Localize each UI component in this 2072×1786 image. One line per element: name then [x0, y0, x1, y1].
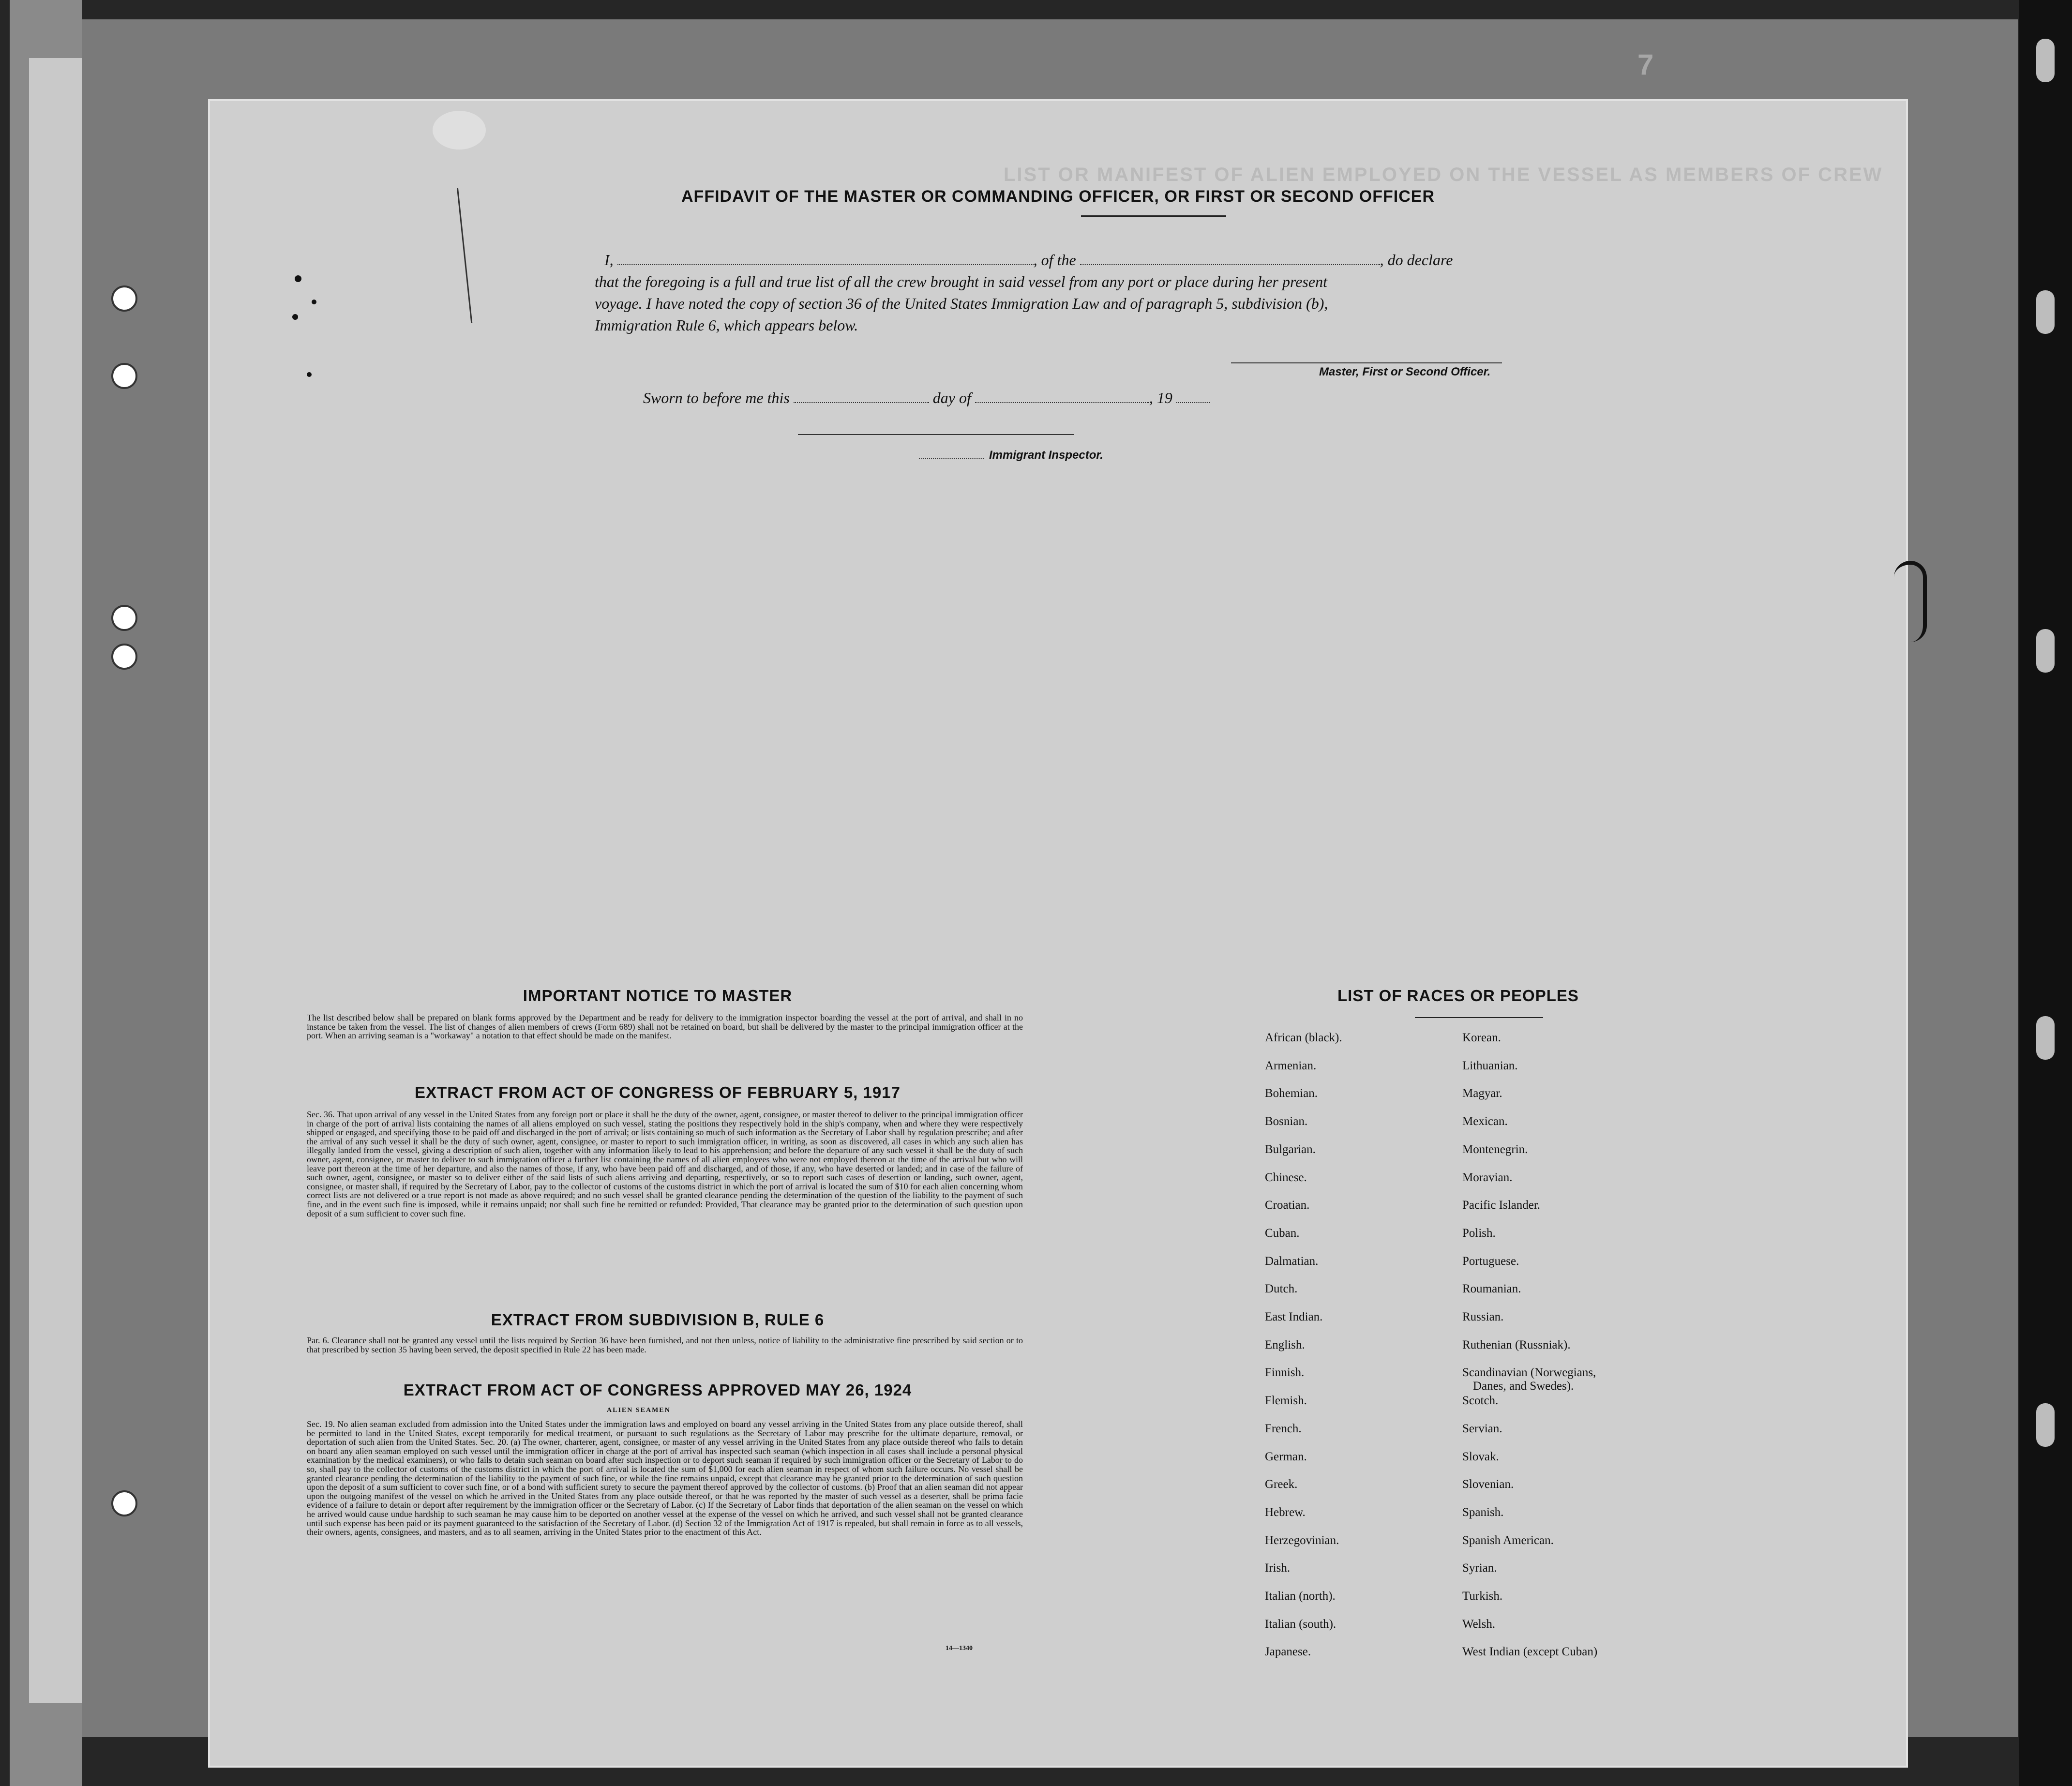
race-item: Polish. — [1462, 1226, 1496, 1240]
race-item: Armenian. — [1265, 1059, 1317, 1072]
race-item: Slovak. — [1462, 1450, 1499, 1463]
show-through-text: LIST OR MANIFEST OF ALIEN EMPLOYED ON THE VESSEL AS MEMBERS OF CREW — [1004, 164, 1883, 185]
race-item: Servian. — [1462, 1422, 1502, 1435]
paper-stain — [433, 111, 486, 150]
show-through-corner: 7 — [1637, 48, 1654, 81]
title-underline — [1081, 215, 1226, 217]
race-item: Irish. — [1265, 1561, 1291, 1575]
race-item: Roumanian. — [1462, 1282, 1521, 1296]
extract-1917-title: EXTRACT FROM ACT OF CONGRESS OF FEBRUARY 5, 1917 — [415, 1083, 901, 1101]
race-item: Spanish American. — [1462, 1533, 1554, 1547]
ink-blot — [292, 314, 298, 320]
race-item: Welsh. — [1462, 1617, 1496, 1631]
affidavit-line-3: voyage. I have noted the copy of section 36 of the United States Immigration Law and of paragraph 5, subdivision (b), — [595, 295, 1328, 312]
race-item: Lithuanian. — [1462, 1059, 1518, 1072]
race-item: Italian (north). — [1265, 1590, 1336, 1603]
race-item: Bohemian. — [1265, 1087, 1318, 1100]
punch-hole — [111, 605, 137, 631]
race-item: Herzegovinian. — [1265, 1533, 1339, 1547]
notice-body: The list described below shall be prepared on blank forms approved by the Department and be ready for delivery to the immigration inspector boarding the vessel at the port of arrival, and shall in no instance be taken from the vessel. The list of changes of alien members of crews (Form 689) shall not be retained on board, but shall be delivered by the master to the principal immigration officer at the port. When an arriving seaman is a "workaway" a notation to that effect should be made on the manifest. — [307, 1013, 1023, 1041]
inspector-dash — [919, 458, 984, 459]
affidavit-i: I, — [604, 251, 614, 269]
punch-hole — [111, 1490, 137, 1516]
adjacent-page-edge — [29, 58, 90, 1703]
race-item: Portuguese. — [1462, 1254, 1519, 1268]
race-item: Finnish. — [1265, 1366, 1305, 1380]
inspector-label: Immigrant Inspector. — [989, 449, 1104, 462]
races-title: LIST OF RACES OR PEOPLES — [1337, 987, 1579, 1005]
race-item: Hebrew. — [1265, 1505, 1306, 1519]
race-item: Magyar. — [1462, 1087, 1502, 1100]
race-item: Dutch. — [1265, 1282, 1298, 1296]
extract-1924-title: EXTRACT FROM ACT OF CONGRESS APPROVED MAY 26, 1924 — [403, 1381, 912, 1399]
race-item: Montenegrin. — [1462, 1142, 1528, 1156]
day-of-text: day of — [932, 389, 971, 406]
name-blank[interactable] — [617, 260, 1034, 265]
race-item: English. — [1265, 1338, 1305, 1351]
race-item: Croatian. — [1265, 1199, 1310, 1212]
year-text: , 19 — [1149, 389, 1172, 406]
race-item: African (black). — [1265, 1031, 1342, 1044]
race-item: Mexican. — [1462, 1115, 1508, 1128]
vessel-blank[interactable] — [1080, 260, 1380, 265]
extract-1917-body: Sec. 36. That upon arrival of any vessel in the United States from any foreign port or place it shall be the duty of the owner, agent, consignee, or master thereof to deliver to the principal immigration officer in charge of the port of arrival lists containing the names of all aliens employed on such vessel, stating the positions they respectively hold in the ship's company, when and where they were respectively shipped or engaged, and specifying those to be paid off and discharged in the port of arrival; or lists containing so much of such information as the Secretary of Labor shall by regulation prescribe; and after the arrival of any such vessel it shall be the duty of such owner, agent, consignee, or master to report to such immigration officer, in writing, as soon as discovered, all cases in which any such alien has illegally landed from the vessel, giving a description of such alien, together with any information likely to lead to his apprehension; and before the departure of any such vessel it shall be the duty of such owner, agent, consignee, or master to deliver to such immigration officer a further list containing the names of all alien employees who were not employed thereon at the time of the arrival but who will leave port thereon at the time of her departure, and also the names of those, if any, who have been paid off and discharged, and of those, if any, who have deserted or landed; and in case of the failure of such owner, agent, consignee, or master so to deliver either of the said lists of such aliens arriving and departing, respectively, or so to report such cases of desertion or landing, such owner, agent, consignee, or master shall, if required by the Secretary of Labor, pay to the collector of customs of the customs district in which the port of arrival is located the sum of $10 for each alien concerning whom correct lists are not delivered or a true report is not made as above required; and no such vessel shall be granted clearance pending the determination of the question of the liability to the payment of such fine, and in the event such fine is imposed, while it remains unpaid; nor shall such fine be remitted or refunded: Provided, That clearance may be granted prior to the determination of such question upon deposit of a sum sufficient to cover such fine. — [307, 1110, 1023, 1218]
month-blank[interactable] — [975, 398, 1149, 403]
race-item: Russian. — [1462, 1310, 1504, 1323]
affidavit-title: AFFIDAVIT OF THE MASTER OR COMMANDING OFFICER, OR FIRST OR SECOND OFFICER — [681, 187, 1435, 206]
race-item: French. — [1265, 1422, 1302, 1435]
punch-hole — [111, 644, 137, 670]
race-item: Japanese. — [1265, 1645, 1311, 1659]
race-item: German. — [1265, 1450, 1307, 1463]
extract-1924-body: Sec. 19. No alien seaman excluded from admission into the United States under the immigration laws and employed on board any vessel arriving in the United States from any place outside thereof, shall be permitted to land in the United States, except temporarily for medical treatment, or pursuant to such regulations as the Secretary of Labor may prescribe for the ultimate departure, removal, or deportation of such alien from the United States. Sec. 20. (a) The owner, charterer, agent, consignee, or master of any vessel arriving in the United States from any place outside thereof who fails to detain on board any alien seaman employed on such vessel until the immigration officer in charge at the port of arrival has inspected such seaman (which inspection in all cases shall include a personal physical examination by the medical examiners), or who fails to detain such seaman on board after such inspection or to deport such seaman if required by such immigration officer or the Secretary of Labor to do so, shall pay to the collector of customs of the customs district in which the port of arrival is located the sum of $1,000 for each alien seaman in respect of whom such failure occurs. No vessel shall be granted clearance pending the determination of the liability to the payment of such fine, or while the fine remains unpaid, except that clearance may be granted prior to the determination of such question upon the deposit of a sum sufficient to cover such fine, or of a bond with sufficient surety to secure the payment thereof approved by the collector of customs. (b) Proof that an alien seaman did not appear upon the outgoing manifest of the vessel on which he arrived in the United States from any place outside thereof, or that he was reported by the master of such vessel as a deserter, shall be prima facie evidence of a failure to detain or deport after requirement by the immigration officer or the Secretary of Labor. (c) If the Secretary of Labor finds that deportation of the alien seaman on the vessel on which he arrived would cause undue hardship to such seaman he may cause him to be deported on another vessel at the expense of the vessel on which he arrived, and such vessel shall not be granted clearance until such expense has been paid or its payment guaranteed to the satisfaction of the Secretary of Labor. (d) Section 32 of the Immigration Act of 1917 is repealed, but shall remain in force as to all vessels, their owners, agents, consignees, and masters, and as to all seamen, arriving in the United States prior to the enactment of this Act. — [307, 1419, 1023, 1537]
race-item: Ruthenian (Russniak). — [1462, 1338, 1571, 1351]
manifest-sheet — [208, 48, 1908, 1768]
ink-blot — [312, 300, 316, 304]
ink-blot — [295, 275, 301, 282]
year-blank[interactable] — [1176, 398, 1210, 403]
race-item: Syrian. — [1462, 1561, 1497, 1575]
binder-edge-right — [2019, 0, 2072, 1786]
race-item: Chinese. — [1265, 1171, 1307, 1184]
punch-hole — [111, 285, 137, 312]
race-item: Dalmatian. — [1265, 1254, 1319, 1268]
sworn-line — [643, 389, 1210, 407]
paper-crease — [457, 188, 472, 323]
race-item: Scandinavian (Norwegians, — [1462, 1366, 1596, 1380]
race-item: Flemish. — [1265, 1394, 1307, 1408]
extract-rule6-body: Par. 6. Clearance shall not be granted any vessel until the lists required by Section 36 have been furnished, and not then unless, notice of liability to the administrative fine prescribed by said section or to that prescribed by section 35 having been served, the deposit specified in Rule 22 has been made. — [307, 1336, 1023, 1354]
race-item: Greek. — [1265, 1478, 1298, 1491]
affidavit-line-2: that the foregoing is a full and true list of all the crew brought in said vessel from any port or place during her present — [595, 273, 1327, 290]
inspector-signature-line[interactable] — [798, 434, 1074, 435]
race-item: West Indian (except Cuban) — [1462, 1645, 1598, 1659]
race-item: Moravian. — [1462, 1171, 1513, 1184]
race-item: Korean. — [1462, 1031, 1501, 1044]
race-item: Bulgarian. — [1265, 1142, 1316, 1156]
races-underline — [1415, 1017, 1543, 1018]
race-item: Bosnian. — [1265, 1115, 1308, 1128]
affidavit-line-4: Immigration Rule 6, which appears below. — [595, 316, 858, 334]
handwritten-mark — [1894, 561, 1927, 642]
ink-blot — [307, 372, 312, 377]
form-number: 14—1340 — [946, 1645, 973, 1652]
affidavit-of-the: , of the — [1033, 251, 1076, 269]
notice-title: IMPORTANT NOTICE TO MASTER — [523, 987, 793, 1005]
race-item: Turkish. — [1462, 1590, 1503, 1603]
race-item: Pacific Islander. — [1462, 1199, 1541, 1212]
alien-seamen-subhead: ALIEN SEAMEN — [607, 1407, 671, 1414]
punch-hole — [111, 363, 137, 389]
race-item: Italian (south). — [1265, 1617, 1336, 1631]
race-item: Cuban. — [1265, 1226, 1300, 1240]
binder-holes — [2028, 0, 2062, 1786]
day-blank[interactable] — [794, 398, 929, 403]
affidavit-declare: , do declare — [1380, 251, 1453, 269]
master-label: Master, First or Second Officer. — [1319, 365, 1491, 378]
sworn-text: Sworn to before me this — [643, 389, 790, 406]
race-item: Spanish. — [1462, 1505, 1504, 1519]
affidavit-line-1 — [604, 251, 1453, 269]
race-item: East Indian. — [1265, 1310, 1323, 1323]
race-item: Slovenian. — [1462, 1478, 1514, 1491]
race-item: Scotch. — [1462, 1394, 1499, 1408]
master-signature-line[interactable] — [1231, 362, 1502, 363]
race-item: Danes, and Swedes). — [1473, 1380, 1574, 1393]
extract-rule6-title: EXTRACT FROM SUBDIVISION B, RULE 6 — [491, 1311, 825, 1329]
